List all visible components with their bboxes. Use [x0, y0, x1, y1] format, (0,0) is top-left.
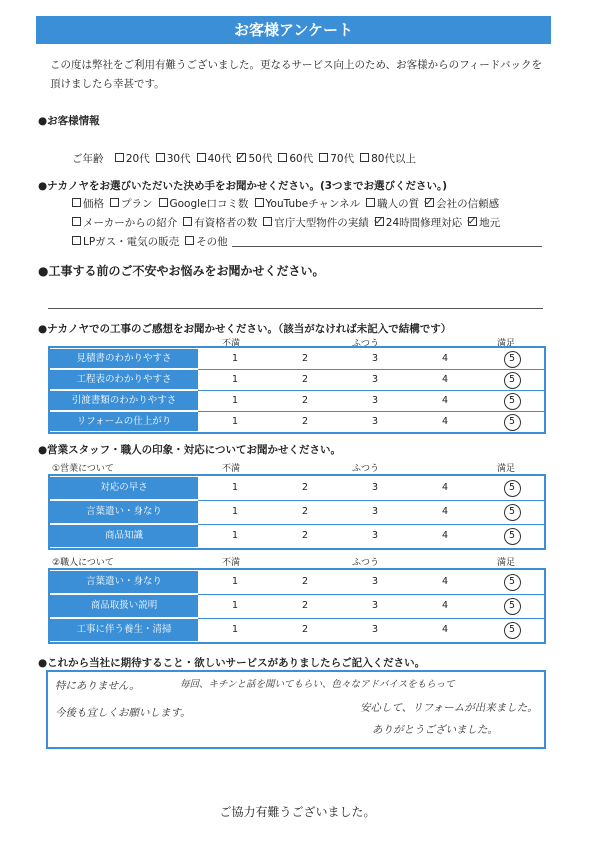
rating-row — [50, 571, 544, 591]
reason-option[interactable] — [72, 196, 104, 211]
handwriting-1: 特にありません。 — [55, 680, 140, 692]
rating-label: 対応の早さ — [50, 477, 198, 499]
rating-option-2[interactable]: 2 — [301, 576, 309, 587]
rating-option-3[interactable]: 3 — [371, 624, 379, 635]
rating-option-3[interactable]: 3 — [371, 576, 379, 587]
reason-option[interactable] — [72, 234, 179, 249]
rating-option-5[interactable]: 5 — [508, 530, 516, 541]
info-heading: ●お客様情報 — [38, 115, 100, 127]
selected-circle-icon — [504, 372, 521, 389]
rating-label: 商品取扱い説明 — [50, 595, 198, 617]
rating-option-1[interactable]: 1 — [231, 624, 239, 635]
sales-scale-low: 不満 — [222, 464, 241, 474]
rating-row — [50, 477, 544, 497]
age-option-label: 30代 — [166, 153, 191, 165]
selected-circle-icon — [504, 393, 521, 410]
checkbox-icon[interactable] — [263, 217, 272, 226]
checkbox-icon[interactable] — [360, 153, 369, 162]
rating-option-4[interactable]: 4 — [441, 353, 449, 364]
rating-option-5[interactable]: 5 — [508, 600, 516, 611]
reason-option[interactable] — [159, 196, 249, 211]
reason-option-label: YouTubeチャンネル — [265, 198, 361, 210]
reason-option-label: 官庁大型物件の実績 — [274, 217, 369, 229]
age-option[interactable] — [197, 151, 232, 166]
rating-option-1[interactable]: 1 — [231, 506, 239, 517]
rating-option-1[interactable]: 1 — [231, 374, 239, 385]
checkbox-icon[interactable] — [72, 198, 81, 207]
reason-option-label: 職人の質 — [377, 198, 420, 210]
page-title: お客様アンケート — [36, 16, 551, 44]
rating-row — [50, 619, 544, 639]
rating-option-3[interactable]: 3 — [371, 395, 379, 406]
age-option[interactable] — [115, 151, 150, 166]
rating-option-1[interactable]: 1 — [231, 353, 239, 364]
checkbox-icon[interactable] — [185, 236, 194, 245]
rating-option-1[interactable]: 1 — [231, 482, 239, 493]
rating-option-1[interactable]: 1 — [231, 416, 239, 427]
rating-row — [50, 501, 544, 521]
rating-option-2[interactable]: 2 — [301, 506, 309, 517]
age-option-label: 70代 — [330, 153, 355, 165]
rating-option-5[interactable]: 5 — [508, 624, 516, 635]
checkbox-icon[interactable] — [425, 198, 434, 207]
rating-option-1[interactable]: 1 — [231, 395, 239, 406]
reason-option-label: 24時間修理対応 — [385, 217, 463, 229]
sales-scale-mid: ふつう — [352, 464, 380, 474]
checkbox-icon[interactable] — [255, 198, 264, 207]
worry-heading: ●工事する前のご不安やお悩みをお聞かせください。 — [38, 264, 325, 278]
checkbox-icon[interactable] — [319, 153, 328, 162]
rating-option-2[interactable]: 2 — [301, 374, 309, 385]
checkbox-icon[interactable] — [156, 153, 165, 162]
rating-row — [50, 370, 544, 390]
reason-option[interactable] — [468, 215, 500, 230]
reasons-row-3 — [72, 234, 234, 249]
selected-circle-icon — [504, 504, 521, 521]
rating-option-2[interactable]: 2 — [301, 624, 309, 635]
reason-option-label: その他 — [196, 236, 228, 248]
rating-option-4[interactable]: 4 — [441, 624, 449, 635]
rating-option-3[interactable]: 3 — [371, 506, 379, 517]
checkbox-icon[interactable] — [159, 198, 168, 207]
reason-option[interactable] — [185, 234, 228, 249]
thanks-text: ご協力有難うございました。 — [219, 805, 376, 819]
rating-option-3[interactable]: 3 — [371, 374, 379, 385]
rating-label: 言葉遣い・身なり — [50, 571, 198, 593]
rating-row — [50, 349, 544, 369]
checkbox-icon[interactable] — [375, 217, 384, 226]
craft-table — [48, 568, 546, 644]
reason-option[interactable] — [110, 196, 153, 211]
selected-circle-icon — [504, 528, 521, 545]
selected-circle-icon — [504, 598, 521, 615]
age-option-label: 50代 — [248, 153, 273, 165]
reason-option[interactable] — [255, 196, 361, 211]
rating-option-4[interactable]: 4 — [441, 374, 449, 385]
age-label: ご年齢 — [72, 153, 104, 165]
rating-row — [50, 391, 544, 411]
scale-mid: ふつう — [352, 339, 380, 349]
checkbox-icon[interactable] — [110, 198, 119, 207]
rating-option-3[interactable]: 3 — [371, 353, 379, 364]
impression-table — [48, 346, 546, 434]
checkbox-icon[interactable] — [72, 236, 81, 245]
other-line — [232, 246, 542, 247]
scale-low: 不満 — [222, 339, 241, 349]
reason-option[interactable] — [375, 215, 462, 230]
rating-option-2[interactable]: 2 — [301, 530, 309, 541]
worry-line — [48, 308, 543, 309]
rating-label: 商品知識 — [50, 525, 198, 547]
selected-circle-icon — [504, 414, 521, 431]
rating-option-2[interactable]: 2 — [301, 482, 309, 493]
age-option[interactable] — [360, 151, 416, 166]
handwriting-4: 安心して、リフォームが出来ました。 — [360, 702, 538, 714]
craft-scale-mid: ふつう — [352, 558, 380, 568]
rating-row — [50, 412, 544, 432]
reason-option[interactable] — [425, 196, 499, 211]
reason-option-label: Google口コミ数 — [169, 198, 249, 210]
rating-option-5[interactable]: 5 — [508, 576, 516, 587]
age-option-label: 40代 — [207, 153, 232, 165]
age-option-label: 80代以上 — [371, 153, 416, 165]
craft-scale-high: 満足 — [497, 558, 516, 568]
age-option[interactable] — [278, 151, 313, 166]
rating-row — [50, 595, 544, 615]
rating-option-1[interactable]: 1 — [231, 600, 239, 611]
checkbox-icon[interactable] — [115, 153, 124, 162]
checkbox-icon[interactable] — [278, 153, 287, 162]
rating-option-5[interactable]: 5 — [508, 353, 516, 364]
rating-option-3[interactable]: 3 — [371, 600, 379, 611]
rating-option-4[interactable]: 4 — [441, 506, 449, 517]
rating-option-2[interactable]: 2 — [301, 395, 309, 406]
age-option[interactable] — [156, 151, 191, 166]
rating-option-4[interactable]: 4 — [441, 600, 449, 611]
reason-option[interactable] — [72, 215, 177, 230]
rating-option-3[interactable]: 3 — [371, 482, 379, 493]
reason-option[interactable] — [183, 215, 257, 230]
handwriting-5: ありがとうございました。 — [372, 724, 498, 736]
rating-option-2[interactable]: 2 — [301, 600, 309, 611]
sales-table — [48, 474, 546, 550]
rating-option-4[interactable]: 4 — [441, 416, 449, 427]
rating-option-4[interactable]: 4 — [441, 530, 449, 541]
rating-label: リフォームの仕上がり — [50, 412, 198, 431]
sales-label: ①営業について — [52, 464, 114, 474]
reason-option[interactable] — [263, 215, 369, 230]
rating-option-4[interactable]: 4 — [441, 482, 449, 493]
handwriting-2: 毎回、キチンと話を聞いてもらい、色々なアドバイスをもらって — [180, 679, 455, 690]
scale-high: 満足 — [497, 339, 516, 349]
rating-label: 工事に伴う養生・清掃 — [50, 619, 198, 641]
rating-row — [50, 525, 544, 545]
reasons-heading: ●ナカノヤをお選びいただいた決め手をお聞かせください。(3つまでお選びください。) — [38, 180, 448, 192]
checkbox-icon[interactable] — [197, 153, 206, 162]
rating-label: 引渡書類のわかりやすさ — [50, 391, 198, 410]
selected-circle-icon — [504, 574, 521, 591]
reason-option-label: 地元 — [479, 217, 501, 229]
rating-label: 工程表のわかりやすさ — [50, 370, 198, 389]
age-option[interactable] — [237, 151, 272, 166]
expect-heading: ●これから当社に期待すること・欲しいサービスがありましたらご記入ください。 — [38, 657, 426, 669]
craft-scale-low: 不満 — [222, 558, 241, 568]
rating-option-1[interactable]: 1 — [231, 576, 239, 587]
reason-option-label: LPガス・電気の販売 — [83, 236, 180, 248]
rating-option-5[interactable]: 5 — [508, 374, 516, 385]
checkbox-icon[interactable] — [183, 217, 192, 226]
intro-text: この度は弊社をご利用有難うございました。更なるサービス向上のため、お客様からのフィードバックを頂けましたら幸甚です。 — [50, 59, 543, 90]
selected-circle-icon — [504, 351, 521, 368]
checkbox-icon[interactable] — [237, 153, 246, 162]
craft-label: ②職人について — [52, 558, 114, 568]
checkbox-icon[interactable] — [366, 198, 375, 207]
reason-option-label: 価格 — [83, 198, 104, 210]
age-option-label: 60代 — [289, 153, 314, 165]
checkbox-icon[interactable] — [72, 217, 81, 226]
reason-option-label: プラン — [121, 198, 153, 210]
reason-option[interactable] — [366, 196, 419, 211]
handwriting-3: 今後も宜しくお願いします。 — [55, 707, 191, 719]
rating-option-2[interactable]: 2 — [301, 353, 309, 364]
age-row — [72, 151, 422, 166]
sales-scale-high: 満足 — [497, 464, 516, 474]
rating-option-4[interactable]: 4 — [441, 576, 449, 587]
rating-option-2[interactable]: 2 — [301, 416, 309, 427]
rating-label: 言葉遣い・身なり — [50, 501, 198, 523]
staff-heading: ●営業スタッフ・職人の印象・対応についてお聞かせください。 — [38, 444, 341, 456]
reasons-row-1 — [72, 196, 505, 211]
rating-option-5[interactable]: 5 — [508, 395, 516, 406]
rating-option-5[interactable]: 5 — [508, 416, 516, 427]
rating-option-5[interactable]: 5 — [508, 506, 516, 517]
rating-option-5[interactable]: 5 — [508, 482, 516, 493]
reasons-row-2 — [72, 215, 506, 230]
rating-option-3[interactable]: 3 — [371, 416, 379, 427]
age-option-label: 20代 — [125, 153, 150, 165]
selected-circle-icon — [504, 480, 521, 497]
reason-option-label: メーカーからの紹介 — [83, 217, 178, 229]
impression-heading: ●ナカノヤでの工事のご感想をお聞かせください。（該当がなければ未記入で結構です） — [38, 323, 452, 335]
reason-option-label: 有資格者の数 — [194, 217, 258, 229]
reason-option-label: 会社の信頼感 — [436, 198, 500, 210]
rating-option-3[interactable]: 3 — [371, 530, 379, 541]
checkbox-icon[interactable] — [468, 217, 477, 226]
selected-circle-icon — [504, 622, 521, 639]
age-option[interactable] — [319, 151, 354, 166]
rating-label: 見積書のわかりやすさ — [50, 349, 198, 368]
rating-option-4[interactable]: 4 — [441, 395, 449, 406]
rating-option-1[interactable]: 1 — [231, 530, 239, 541]
